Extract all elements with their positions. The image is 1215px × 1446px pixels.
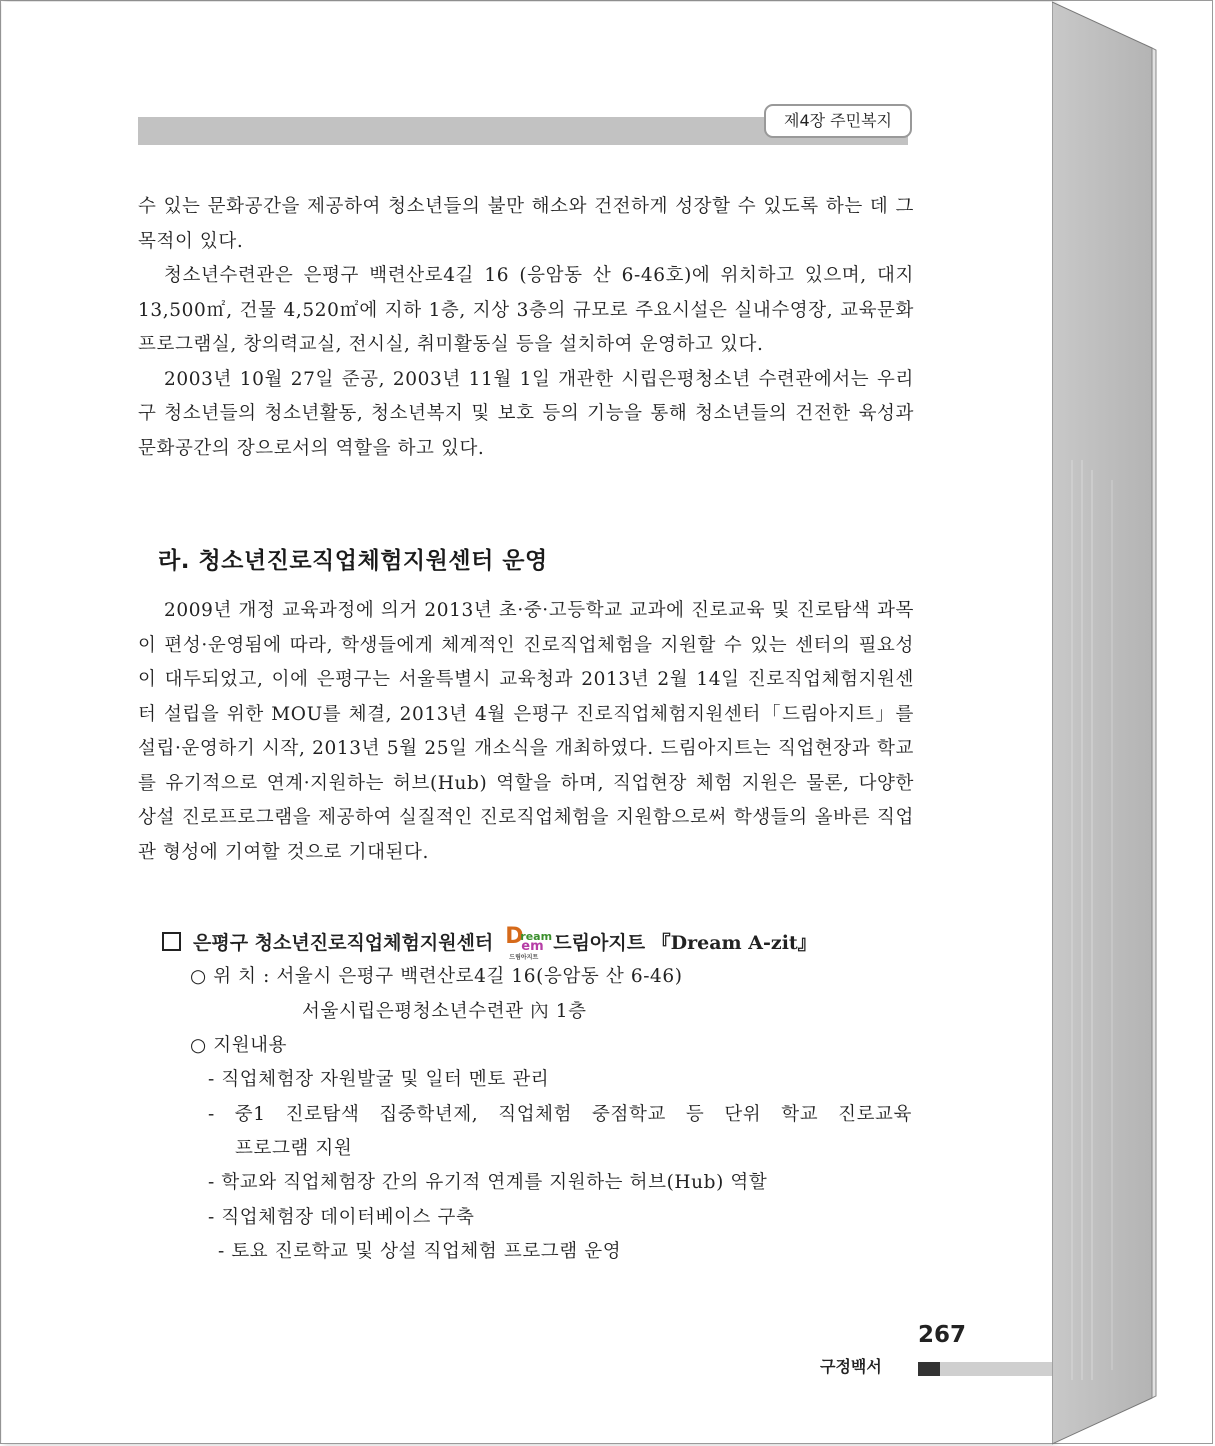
center-title-suffix: 드림아지트 『Dream A-zit』 — [553, 931, 817, 954]
support-item-1: - 직업체험장 자원발굴 및 일터 멘토 관리 — [208, 1069, 550, 1090]
support-item-2: - 중1 진로탐색 집중학년제, 직업체험 중점학교 등 단위 학교 진로교육 — [208, 1104, 912, 1125]
location-line-2: 서울시립은평청소년수련관 內 1층 — [302, 1001, 587, 1022]
center-title — [162, 924, 817, 961]
support-item-5: - 토요 진로학교 및 상설 직업체험 프로그램 운영 — [218, 1241, 622, 1262]
section-heading: 라. 청소년진로직업체험지원센터 운영 — [158, 548, 548, 574]
section-body — [138, 594, 914, 870]
intro-paragraph-2: 청소년수련관은 은평구 백련산로4길 16 (응암동 산 6-46호)에 위치하고 있으며, 대지 13,500㎡, 건물 4,520㎡에 지하 1층, 지상 3층의 규모로 주요시설은 실내수영장, 교육문화프로그램실, 창의력교실, 전시실, 취미활동실 등을 설치하여 운영하고 있다. — [138, 265, 914, 355]
support-item-3: - 학교와 직업체험장 간의 유기적 연계를 지원하는 허브(Hub) 역할 — [208, 1172, 768, 1193]
center-title-prefix: 은평구 청소년진로직업체험지원센터 — [193, 931, 494, 954]
book-title: 구정백서 — [820, 1357, 882, 1376]
location-line: ○ 위 치 : 서울시 은평구 백련산로4길 16(응암동 산 6-46) — [190, 966, 683, 987]
page-stack-edge — [1052, 0, 1215, 1446]
intro-text — [138, 190, 914, 466]
footer-bar-light — [940, 1362, 1052, 1376]
support-item-2-cont: 프로그램 지원 — [235, 1138, 353, 1159]
footer-bar-dark — [918, 1362, 940, 1376]
page-number: 267 — [918, 1322, 967, 1348]
support-label: ○ 지원내용 — [190, 1035, 288, 1056]
intro-paragraph-1: 수 있는 문화공간을 제공하여 청소년들의 불만 해소와 건전하게 성장할 수 있도록 하는 데 그 목적이 있다. — [138, 196, 914, 252]
square-bullet-icon — [162, 932, 181, 951]
section-paragraph: 2009년 개정 교육과정에 의거 2013년 초·중·고등학교 교과에 진로교육 및 진로탐색 과목이 편성·운영됨에 따라, 학생들에게 체계적인 진로직업체험을 지원할 수 있는 센터의 필요성이 대두되었고, 이에 은평구는 서울특별시 교육청과 2013년 2월 14일 진로직업체험지원센터 설립을 위한 MOU를 체결, 2013년 4월 은평구 진로직업체험지원센터「드림아지트」를 설립·운영하기 시작, 2013년 5월 25일 개소식을 개최하였다. 드림아지트는 직업현장과 학교를 유기적으로 연계·지원하는 허브(Hub) 역할을 하며, 직업현장 체험 지원은 물론, 다양한 상설 진로프로그램을 제공하여 실질적인 진로직업체험을 지원함으로써 학생들의 올바른 직업관 형성에 기여할 것으로 기대된다. — [138, 600, 914, 863]
intro-paragraph-3: 2003년 10월 27일 준공, 2003년 11월 1일 개관한 시립은평청소년 수련관에서는 우리 구 청소년들의 청소년활동, 청소년복지 및 보호 등의 기능을 통해 청소년들의 건전한 육성과 문화공간의 장으로서의 역할을 하고 있다. — [138, 368, 914, 459]
dream-azit-logo: D ream em 드림아지트 — [505, 924, 553, 961]
support-item-4: - 직업체험장 데이터베이스 구축 — [208, 1207, 475, 1228]
chapter-label: 제4장 주민복지 — [764, 104, 912, 138]
